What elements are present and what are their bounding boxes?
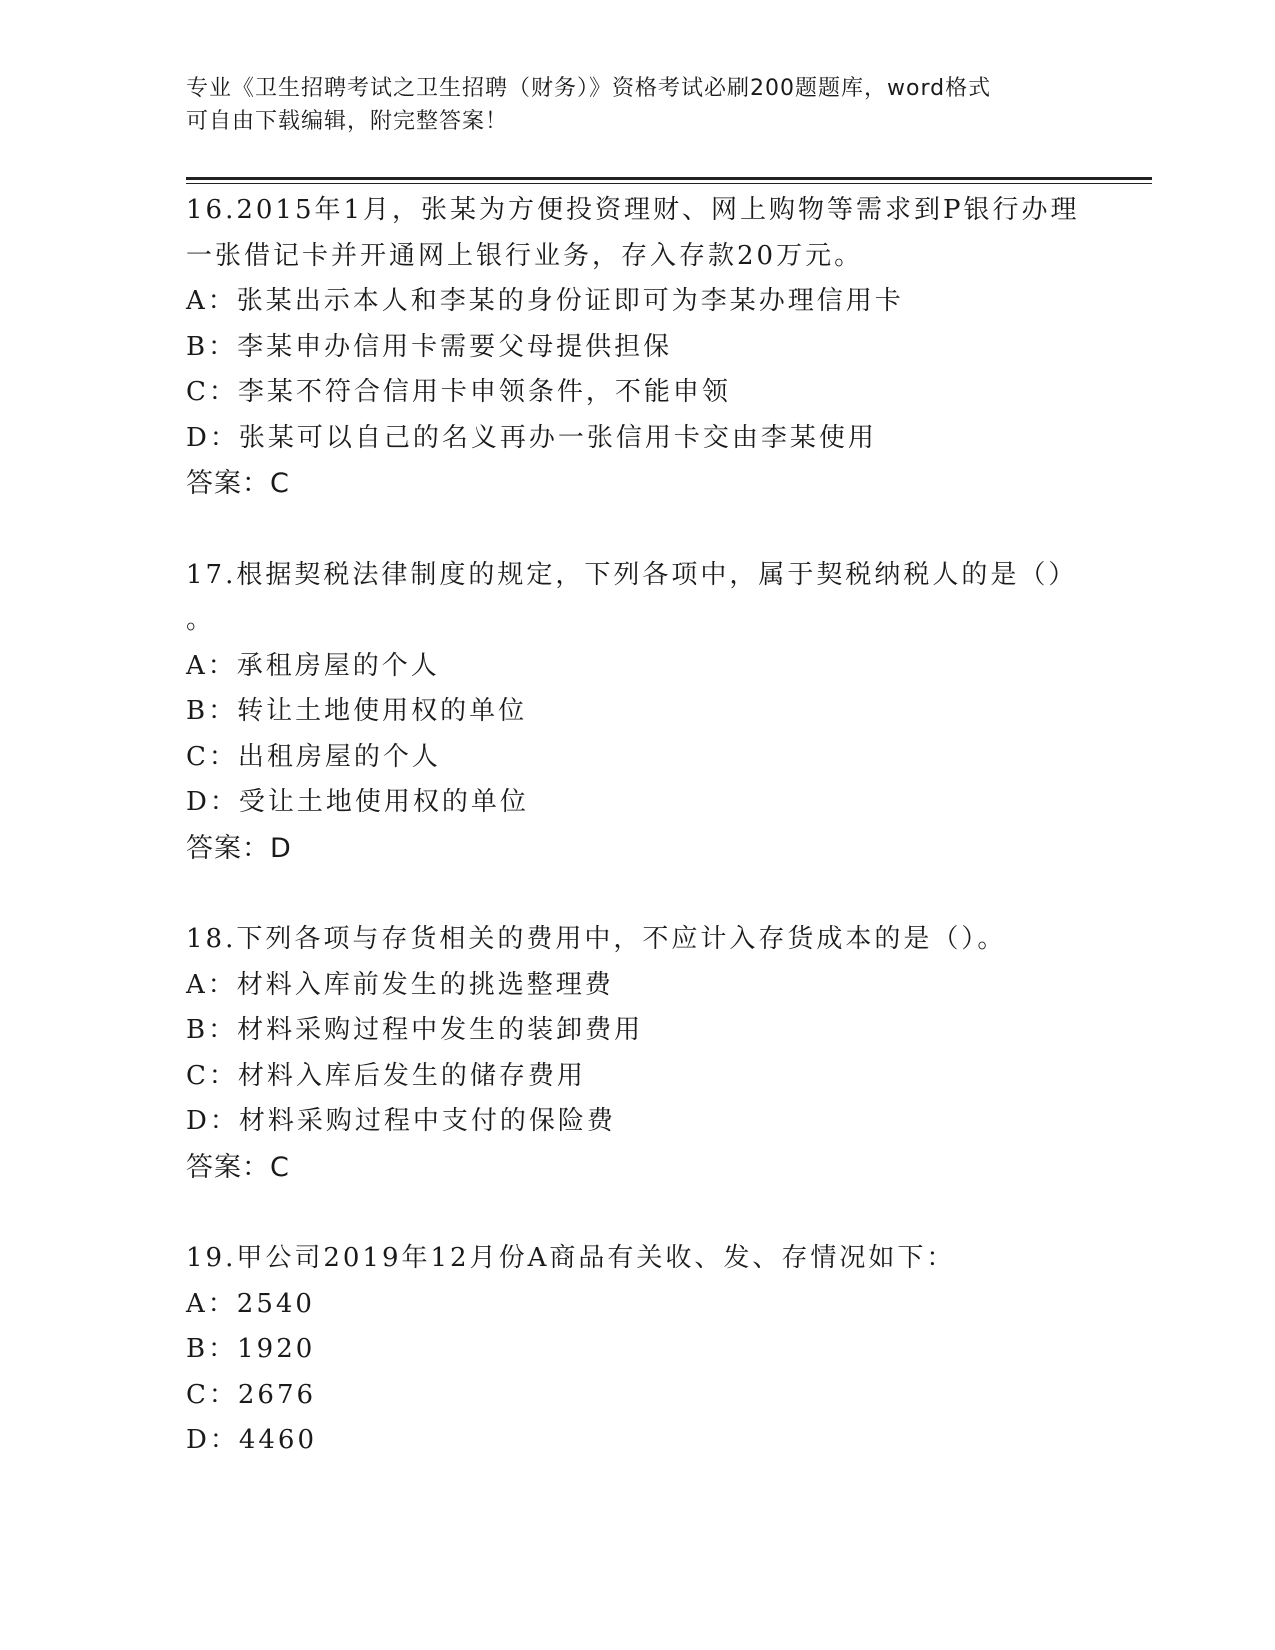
option-b: B：转让土地使用权的单位: [186, 696, 528, 726]
option-a: A：材料入库前发生的挑选整理费: [186, 969, 614, 1000]
answer-text: 答案：C: [186, 1151, 290, 1183]
question-stem-line: 一张借记卡并开通网上银行业务，存入存款20万元。: [186, 240, 864, 271]
answer-text: 答案：C: [186, 468, 290, 499]
option-d: D：4460: [186, 1425, 318, 1455]
option-c: C：2676: [186, 1379, 317, 1410]
document-header: [186, 72, 1086, 138]
option-d: D：材料采购过程中支付的保险费: [186, 1106, 616, 1136]
option-a: A：张某出示本人和李某的身份证即可为李某办理信用卡: [186, 286, 904, 316]
header-line-2: 可自由下载编辑，附完整答案！: [186, 109, 509, 134]
question-stem-line: 17.根据契税法律制度的规定，下列各项中，属于契税纳税人的是（）: [186, 559, 1078, 590]
header-divider-thin: [186, 183, 1152, 184]
question-list: [186, 188, 1146, 1464]
option-a: A：2540: [186, 1288, 315, 1319]
option-c: C：材料入库后发生的储存费用: [186, 1060, 586, 1091]
question-stem-line: 19.甲公司2019年12月份A商品有关收、发、存情况如下：: [186, 1243, 956, 1273]
option-a: A：承租房屋的个人: [186, 650, 440, 681]
option-c: C：李某不符合信用卡申领条件，不能申领: [186, 377, 731, 407]
question-18: [186, 917, 1146, 1190]
header-divider-thick: [186, 177, 1152, 180]
question-stem-line: 。: [186, 605, 216, 635]
option-b: B：材料采购过程中发生的装卸费用: [186, 1015, 644, 1045]
question-19: [186, 1236, 1146, 1464]
option-b: B：1920: [186, 1334, 316, 1364]
option-c: C：出租房屋的个人: [186, 741, 441, 772]
answer-text: 答案：D: [186, 832, 292, 864]
option-d: D：受让土地使用权的单位: [186, 787, 529, 817]
question-16: [186, 188, 1146, 507]
header-line-1: 专业《卫生招聘考试之卫生招聘（财务）》资格考试必刷200题题库，word格式: [186, 76, 992, 101]
option-b: B：李某申办信用卡需要父母提供担保: [186, 331, 673, 362]
option-d: D：张某可以自己的名义再办一张信用卡交由李某使用: [186, 422, 877, 453]
question-stem-line: 18.下列各项与存货相关的费用中，不应计入存货成本的是（）。: [186, 924, 1007, 954]
question-stem-line: 16.2015年1月，张某为方便投资理财、网上购物等需求到P银行办理: [186, 195, 1080, 225]
question-17: [186, 553, 1146, 872]
